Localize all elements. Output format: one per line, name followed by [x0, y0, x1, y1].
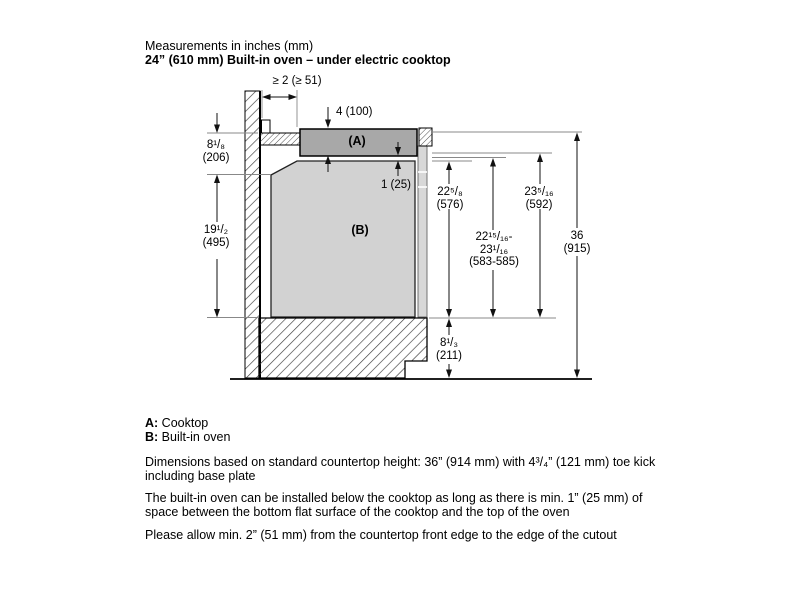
cooktop-label: (A): [348, 134, 366, 148]
legend: [145, 417, 230, 444]
dim-front-clearance: [262, 94, 297, 100]
dim-label-counter-underside: 23⁵/₁₆ (592): [524, 186, 554, 211]
dim-label-min-gap: 1 (25): [380, 179, 412, 191]
note-min-gap: The built-in oven can be installed below the cooktop as long as there is min. 1” (25 mm) of space between the bottom flat surface of the cooktop and the top of the oven: [145, 491, 643, 519]
dim-label-front-clearance: ≥ 2 (≥ 51): [272, 75, 322, 87]
wall-section: [245, 91, 260, 378]
countertop-right-shape: [419, 128, 432, 146]
oven-label: (B): [351, 223, 369, 237]
dim-label-oven-niche-height: 19¹/₂ (495): [202, 224, 230, 249]
note-countertop-height: Dimensions based on standard countertop height: 36” (914 mm) with 4³/₄” (121 mm) toe kick including base plate: [145, 455, 656, 483]
legend-item-oven: B: Built-in oven: [145, 429, 231, 444]
dim-label-countertop-height: 36 (915): [563, 230, 591, 255]
dim-label-counter-to-oven-top: 8¹/₈ (206): [202, 139, 230, 164]
dim-label-cooktop-depth: 4 (100): [336, 106, 373, 118]
dim-countertop-height: [574, 133, 580, 379]
units-note: Measurements in inches (mm): [145, 39, 314, 53]
dim-label-base-height: 8¹/₃ (211): [436, 337, 462, 362]
dim-counter-underside: [537, 154, 543, 318]
dim-label-cutout-range: 22¹⁵/₁₆- 23¹/₁₆ (583-585): [469, 231, 519, 268]
note-front-clearance: Please allow min. 2” (51 mm) from the countertop front edge to the edge of the cutout: [145, 528, 617, 542]
base-plate-shape: [259, 318, 427, 378]
dim-oven-top-from-base: [446, 162, 452, 318]
dim-oven-niche-height: [214, 183, 220, 318]
countertop-left-shape: [260, 133, 300, 145]
legend-item-cooktop: A: Cooktop: [145, 416, 209, 430]
dim-label-oven-top-from-base: 22⁵/₈ (576): [436, 186, 464, 211]
backsplash-shape: [262, 120, 271, 133]
page-title: 24” (610 mm) Built-in oven – under electric cooktop: [145, 52, 451, 67]
